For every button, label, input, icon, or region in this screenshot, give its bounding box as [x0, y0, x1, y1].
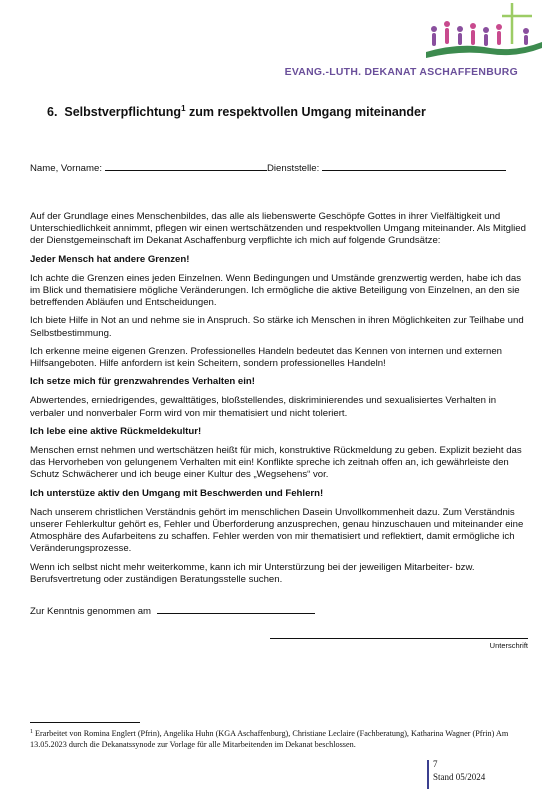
paragraph: Abwertendes, erniedrigendes, gewalttätiges, bloßstellendes, diskriminierendes und sexualisiertes Verhalten in verbaler und nonverbaler Form wird von mir thematisiert und nicht toleriert.: [30, 395, 497, 419]
paragraph: Wenn ich selbst nicht mehr weiterkomme, kann ich mir Unterstürzung bei der jeweiligen Mitarbeiter- bzw. Berufsvertretung oder zuständigen Beratungsstelle suchen.: [30, 561, 475, 585]
heading-text: Selbstverpflichtung: [64, 105, 182, 119]
page-number: 7: [433, 759, 438, 769]
footnote-text: Erarbeitet von Romina Englert (Pfrin), Angelika Huhn (KGA Aschaffenburg), Christiane Leclaire (Fachberatung), Katharina Wagner (Pfrin) Am 13.05.2023 durch die Dekanatssynode zur Vorlage für alle Mitarbeitenden im Dekanat beschlossen.: [30, 729, 509, 749]
acknowledged-label: Zur Kenntnis genommen am: [30, 606, 152, 617]
page-marker-bar: [427, 760, 429, 789]
dekanat-logo: [420, 2, 544, 66]
paragraph: Menschen ernst nehmen und wertschätzen heißt für mich, konstruktive Rückmeldung zu geben. Explizit bezieht das das Hervorheben von gelungenem Verhalten mit ein! Konflikte spreche ich zeitnah offen an, ich gewährleiste den Schutz Schwächerer und ich beuge einer Kultur des „Wegsehens“ vor.: [30, 445, 522, 481]
organization-name: EVANG.-LUTH. DEKANAT ASCHAFFENBURG: [284, 67, 518, 78]
name-department-row: [30, 161, 506, 174]
section-heading: Ich unterstüze aktiv den Umgang mit Beschwerden und Fehlern!: [30, 487, 324, 499]
dept-label: Dienststelle:: [267, 163, 320, 174]
paragraph: Auf der Grundlage eines Menschenbildes, das alle als liebenswerte Geschöpfe Gottes in ihrer Vielfältigkeit und Unterschiedlichkeit annimmt, pflegen wir einen wertschätzenden und respektvollen Umgang miteinander. Als Mitglied der Dienstgemeinschaft im Dekanat Aschaffenburg verpflichte ich mich auf folgende Grundsätze:: [30, 211, 526, 247]
acknowledged-row: [30, 604, 315, 617]
dept-field[interactable]: [322, 161, 506, 171]
footnote: [30, 727, 530, 750]
date-field[interactable]: [157, 604, 315, 614]
heading-number: 6.: [47, 105, 58, 119]
paragraph: Ich biete Hilfe in Not an und nehme sie in Anspruch. So stärke ich Menschen in ihren Möglichkeiten zur Teilhabe und Selbstbestimmung.: [30, 315, 524, 339]
section-heading: Jeder Mensch hat andere Grenzen!: [30, 253, 190, 265]
signature-label: Unterschrift: [489, 641, 528, 650]
name-field[interactable]: [105, 161, 267, 171]
people-figures: [431, 21, 529, 46]
paragraph: Ich erkenne meine eigenen Grenzen. Professionelles Handeln bedeutet das Kennen von internen und externen Hilfsangeboten. Hilfe anfordern ist kein Scheitern, sondern professionelles Handeln!: [30, 345, 503, 370]
footnote-number: 1: [30, 729, 33, 735]
section-heading: Ich setze mich für grenzwahrendes Verhalten ein!: [30, 376, 255, 388]
name-label: Name, Vorname:: [30, 163, 102, 174]
page-heading: [47, 104, 426, 119]
section-heading: Ich lebe eine aktive Rückmeldekultur!: [30, 425, 202, 437]
signature-line[interactable]: [270, 638, 528, 639]
paragraph: Nach unserem christlichen Verständnis gehört im menschlichen Dasein Unvollkommenheit dazu. Zum Verständnis unserer Fehlerkultur gehört es, Fehler und Überforderung anzusprechen, genau hinzuschauen und miteinander eine Atmosphäre des Aufarbeitens zu schaffen. Fehler werden von mir thematisiert und reflektiert, damit ermögliche ich Veränderungsprozesse.: [30, 506, 524, 555]
heading-text-rest: zum respektvollen Umgang miteinander: [185, 105, 426, 119]
version-stand: Stand 05/2024: [433, 772, 486, 782]
footnote-divider: [30, 722, 140, 723]
paragraph: Ich achte die Grenzen eines jeden Einzelnen. Wenn Bedingungen und Umstände grenzwertig werden, habe ich das im Blick und thematisiere mögliche Veränderungen. Ich ermögliche die aktive Beteiligung von Einzelnen, an den sie betreffenden Abläufen und Entscheidungen.: [30, 272, 522, 309]
commitment-text: [30, 211, 528, 592]
heading-footnote-ref: 1: [181, 104, 186, 113]
